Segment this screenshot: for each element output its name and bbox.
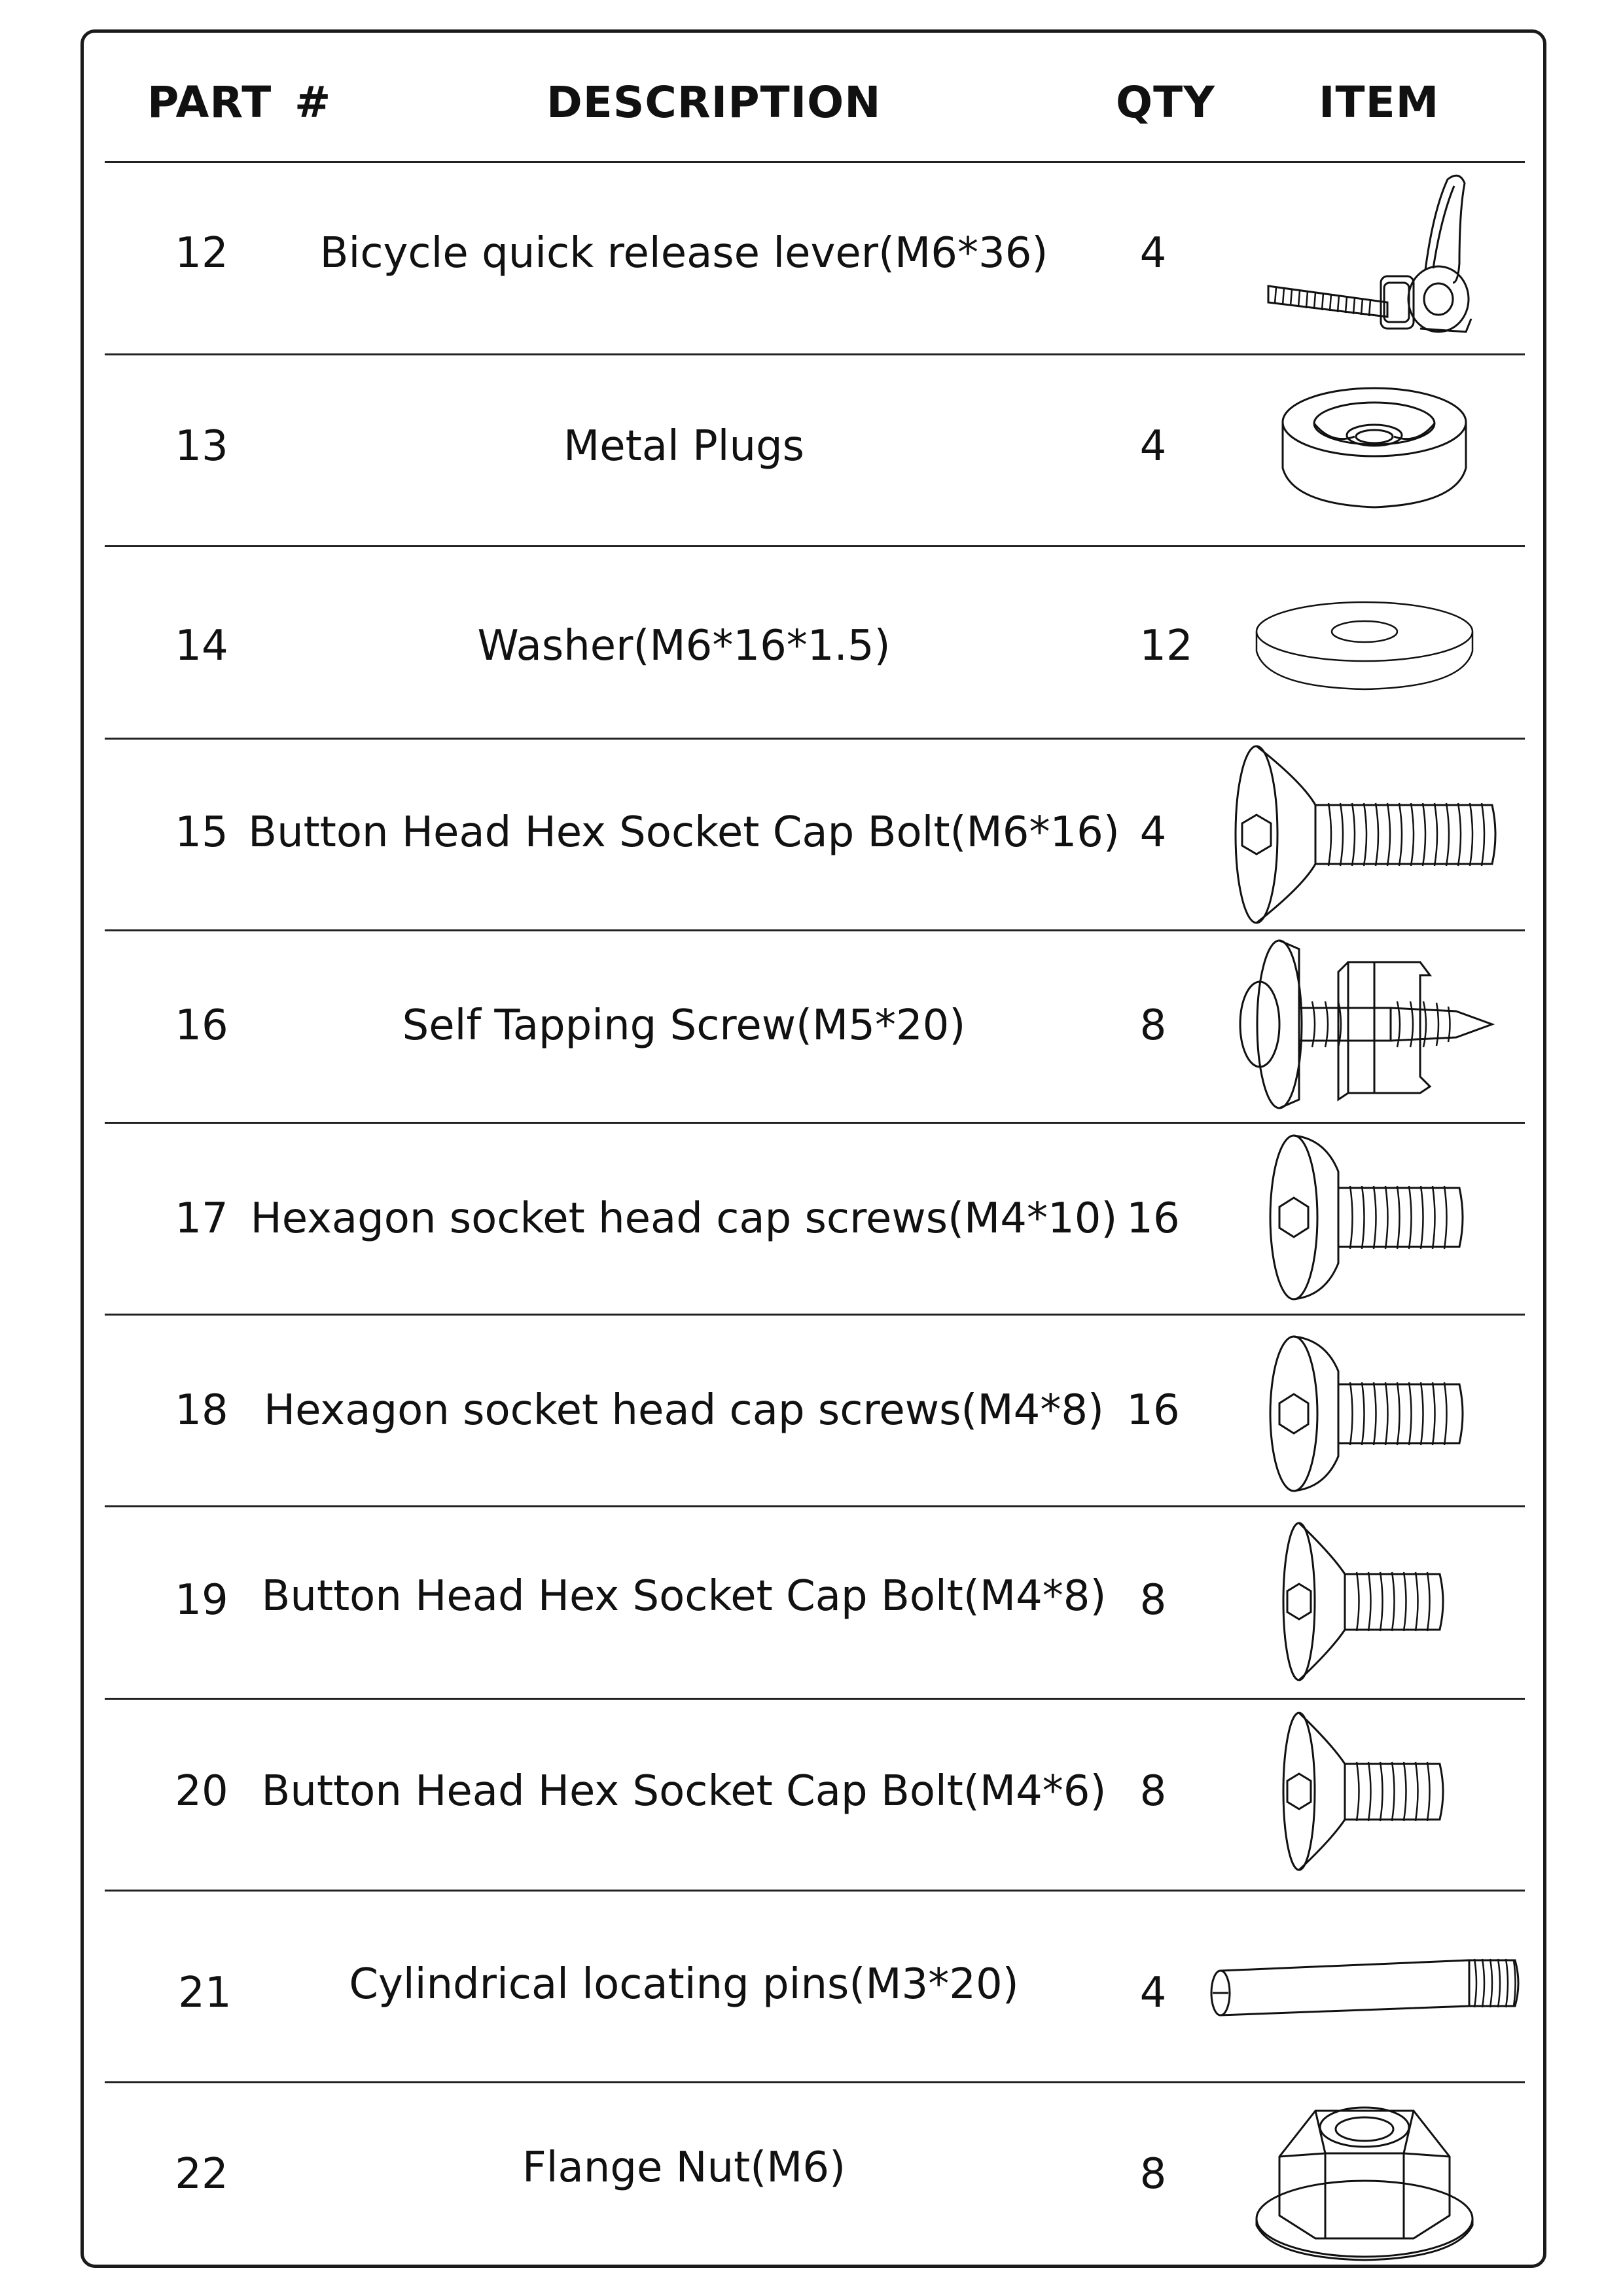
row-divider	[105, 738, 1525, 740]
part-number: 15	[175, 808, 228, 857]
part-description: Washer(M6*16*1.5)	[477, 622, 891, 670]
self-tapping-screw-icon	[1234, 936, 1495, 1113]
part-description: Button Head Hex Socket Cap Bolt(M4*6)	[261, 1767, 1107, 1816]
part-description: Metal Plugs	[563, 422, 804, 471]
countersunk-bolt-icon	[1230, 743, 1499, 926]
quick-release-lever-icon	[1263, 171, 1479, 348]
part-quantity: 8	[1139, 1767, 1167, 1816]
row-divider	[105, 1890, 1525, 1892]
part-quantity: 4	[1139, 808, 1167, 857]
header-part: PART	[147, 77, 272, 128]
row-divider	[105, 1698, 1525, 1700]
flange-nut-icon	[1253, 2091, 1476, 2261]
washer-icon	[1253, 599, 1476, 697]
part-number: 12	[175, 229, 228, 278]
part-quantity: 16	[1126, 1194, 1180, 1243]
part-description: Hexagon socket head cap screws(M4*8)	[263, 1386, 1105, 1435]
part-quantity: 8	[1139, 1001, 1167, 1050]
part-description: Flange Nut(M6)	[522, 2144, 846, 2192]
part-number: 18	[175, 1386, 228, 1435]
locating-pin-icon	[1207, 1954, 1522, 2026]
header-qty: QTY	[1116, 77, 1215, 128]
part-quantity: 8	[1139, 1576, 1167, 1624]
row-divider	[105, 161, 1525, 163]
row-divider	[105, 1505, 1525, 1507]
part-number: 13	[175, 422, 228, 471]
metal-plug-icon	[1279, 383, 1469, 514]
part-quantity: 4	[1139, 1969, 1167, 2017]
part-description: Hexagon socket head cap screws(M4*10)	[250, 1194, 1118, 1243]
part-description: Self Tapping Screw(M5*20)	[402, 1001, 966, 1050]
part-quantity: 16	[1126, 1386, 1180, 1435]
part-number: 22	[175, 2150, 228, 2198]
countersunk-bolt-icon	[1279, 1518, 1450, 1685]
part-number: 14	[175, 622, 228, 670]
socket-cap-screw-icon	[1266, 1332, 1469, 1496]
countersunk-bolt-icon	[1279, 1708, 1450, 1875]
part-description: Button Head Hex Socket Cap Bolt(M6*16)	[248, 808, 1120, 857]
row-divider	[105, 1122, 1525, 1124]
part-number: 16	[175, 1001, 228, 1050]
row-divider	[105, 2081, 1525, 2083]
part-number: 19	[175, 1576, 228, 1624]
part-number: 21	[178, 1969, 232, 2017]
part-description: Bicycle quick release lever(M6*36)	[319, 229, 1048, 278]
row-divider	[105, 353, 1525, 355]
part-number: 20	[175, 1767, 228, 1816]
part-description: Cylindrical locating pins(M3*20)	[349, 1960, 1019, 2009]
header-hash: #	[294, 77, 332, 128]
part-number: 17	[175, 1194, 228, 1243]
part-description: Button Head Hex Socket Cap Bolt(M4*8)	[261, 1572, 1107, 1621]
header-description: DESCRIPTION	[546, 77, 882, 128]
row-divider	[105, 929, 1525, 931]
part-quantity: 4	[1139, 229, 1167, 278]
part-quantity: 12	[1139, 622, 1193, 670]
part-quantity: 8	[1139, 2150, 1167, 2198]
socket-cap-screw-icon	[1266, 1132, 1469, 1302]
row-divider	[105, 1314, 1525, 1316]
row-divider	[105, 545, 1525, 547]
header-item: ITEM	[1319, 77, 1440, 128]
part-quantity: 4	[1139, 422, 1167, 471]
